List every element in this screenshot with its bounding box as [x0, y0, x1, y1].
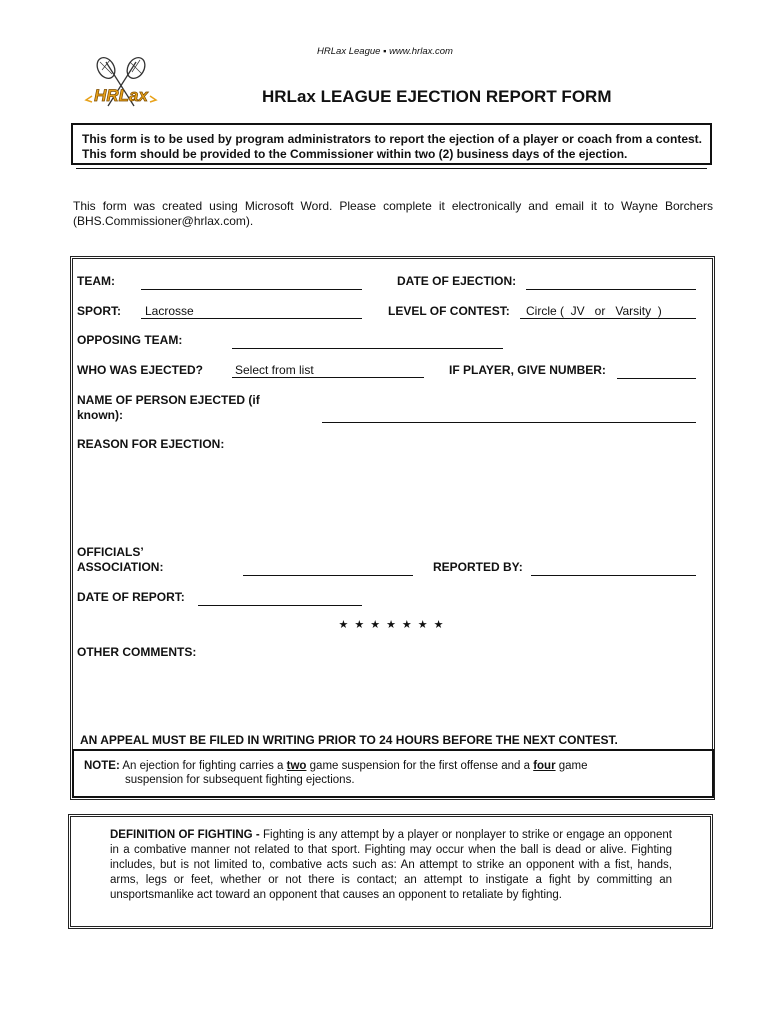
- opposing-team-label: OPPOSING TEAM:: [77, 333, 183, 347]
- note-four: four: [533, 760, 556, 772]
- who-was-ejected-label: WHO WAS EJECTED?: [77, 363, 204, 377]
- sport-label: SPORT:: [77, 304, 122, 318]
- name-ejected-label: [77, 393, 260, 423]
- officials-association-label-line1: OFFICIALS’: [77, 545, 144, 559]
- note-text-1: An ejection for fighting carries a: [122, 760, 284, 772]
- definition-of-fighting: [110, 828, 672, 903]
- player-number-field[interactable]: [617, 364, 696, 379]
- note-two: two: [286, 760, 307, 772]
- date-of-ejection-label: DATE OF EJECTION:: [397, 274, 517, 288]
- officials-association-field[interactable]: [243, 561, 413, 576]
- name-ejected-label-line2: known):: [77, 408, 123, 422]
- reason-for-ejection-field[interactable]: [77, 455, 697, 535]
- svg-text:HRLax: HRLax: [94, 86, 148, 105]
- purpose-notice-text: This form is to be used by program administrators to report the ejection of a player or coach from a contest. This form should be provided to the Commissioner within two (2) business days of the ejection.: [82, 132, 702, 161]
- level-of-contest-field[interactable]: [520, 304, 696, 319]
- date-of-report-label: DATE OF REPORT:: [77, 590, 185, 604]
- name-ejected-label-line1: NAME OF PERSON EJECTED (if: [77, 393, 260, 407]
- sport-value: Lacrosse: [145, 304, 194, 318]
- other-comments-field[interactable]: [77, 662, 697, 722]
- date-of-ejection-field[interactable]: [526, 275, 696, 290]
- form-title: HRLax LEAGUE EJECTION REPORT FORM: [262, 87, 612, 106]
- reason-for-ejection-label: REASON FOR EJECTION:: [77, 437, 225, 451]
- note-text-4: suspension for subsequent fighting ejections.: [125, 774, 355, 786]
- league-website-header: HRLax League ▪ www.hrlax.com: [317, 46, 453, 57]
- fighting-suspension-note: [84, 759, 684, 787]
- reported-by-label: REPORTED BY:: [433, 560, 523, 574]
- name-ejected-field[interactable]: [322, 408, 696, 423]
- note-label: NOTE:: [84, 760, 120, 772]
- level-of-contest-label: LEVEL OF CONTEST:: [388, 304, 510, 318]
- team-field[interactable]: [141, 275, 362, 290]
- opposing-team-field[interactable]: [232, 334, 503, 349]
- officials-association-label-line2: ASSOCIATION:: [77, 560, 164, 574]
- player-number-label: IF PLAYER, GIVE NUMBER:: [449, 363, 606, 377]
- instructions-text: This form was created using Microsoft Word. Please complete it electronically and email it to Wayne Borchers (BHS.Commissioner@hrlax.com).: [73, 199, 713, 228]
- other-comments-label: OTHER COMMENTS:: [77, 645, 197, 659]
- officials-association-label: [77, 545, 163, 575]
- sport-field[interactable]: [141, 304, 362, 319]
- reported-by-field[interactable]: [531, 561, 696, 576]
- purpose-notice-box: [71, 123, 712, 165]
- appeal-notice: AN APPEAL MUST BE FILED IN WRITING PRIOR TO 24 HOURS BEFORE THE NEXT CONTEST.: [80, 733, 618, 747]
- definition-text: Fighting is any attempt by a player or nonplayer to strike or engage an opponent in a combative manner not related to that sport. Fighting may occur when the ball is dead or alive. Fighting includes, but is not limited to, combative acts such as: An attempt to strike an opponent with a fist, hands, arms, legs or feet, whether or not there is contact; an attempt to instigate a fight by committing an unsportsmanlike act toward an opponent that causes an opponent to retaliate by fighting.: [110, 829, 672, 901]
- star-divider: ★★★★★★★: [338, 619, 450, 631]
- date-of-report-field[interactable]: [198, 591, 362, 606]
- definition-label: DEFINITION OF FIGHTING -: [110, 829, 260, 841]
- who-was-ejected-select[interactable]: [232, 363, 424, 378]
- team-label: TEAM:: [77, 274, 115, 288]
- who-was-ejected-value: Select from list: [235, 363, 314, 377]
- note-text-3: game: [558, 760, 588, 772]
- hrlax-logo: [84, 56, 158, 122]
- level-of-contest-value: Circle ( JV or Varsity ): [526, 304, 662, 318]
- note-text-2: game suspension for the first offense and a: [309, 760, 530, 772]
